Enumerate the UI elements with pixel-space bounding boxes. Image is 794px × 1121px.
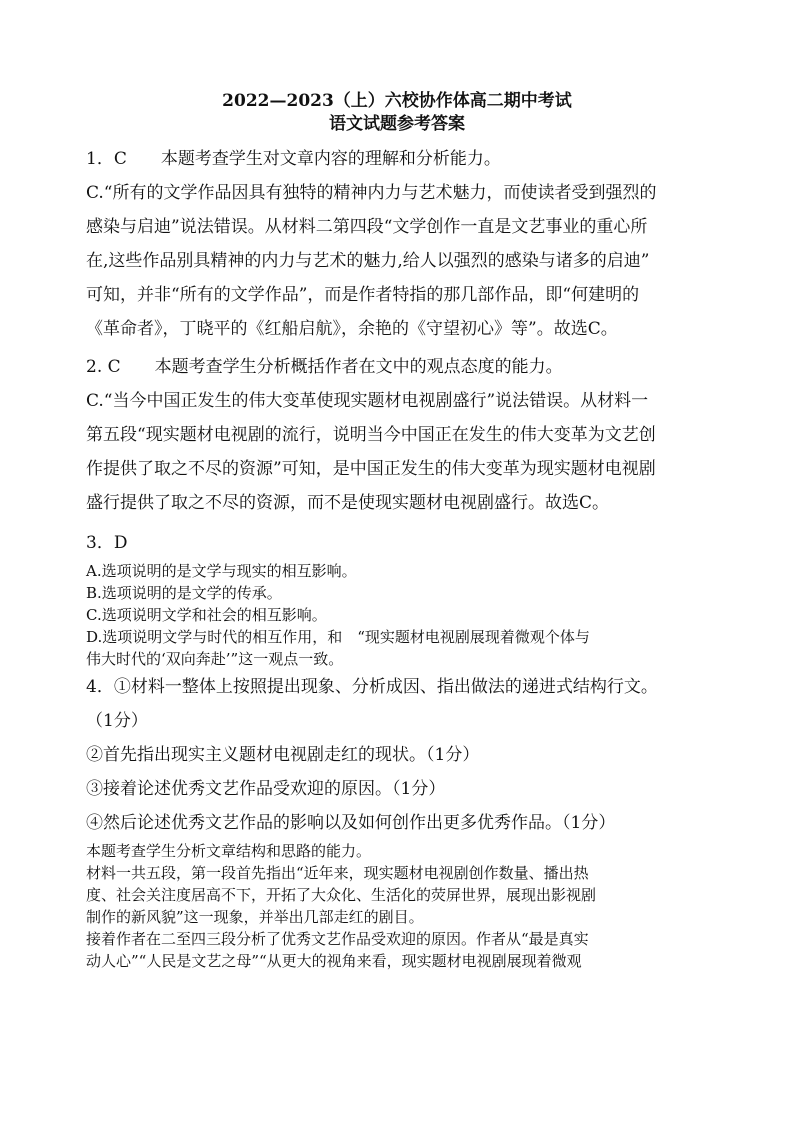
q4-explanation-line: 制作的新风貌”这一现象，并举出几部走红的剧目。 [86, 908, 424, 926]
title-line-2: 语文试题参考答案 [329, 114, 465, 134]
q2-answer-header: 2. C 本题考查学生分析概括作者在文中的观点态度的能力。 [86, 357, 563, 377]
q3-option-line: B.选项说明的是文学的传承。 [86, 584, 282, 602]
q3-answer-header: 3．D [86, 533, 128, 553]
q4-answer-line: （1分） [86, 711, 148, 731]
q2-explanation-line: 作提供了取之不尽的资源”可知，是中国正发生的伟大变革为现实题材电视剧 [86, 459, 656, 479]
q2-explanation-line: 盛行提供了取之不尽的资源，而不是使现实题材电视剧盛行。故选C。 [86, 493, 610, 513]
q4-explanation-line: 本题考查学生分析文章结构和思路的能力。 [86, 842, 372, 860]
q1-explanation-line: 感染与启迪”说法错误。从材料二第四段“文学创作一直是文艺事业的重心所 [86, 217, 648, 237]
q4-explanation-line: 动人心”“人民是文艺之母”“从更大的视角来看，现实题材电视剧展现着微观 [86, 952, 582, 970]
q2-explanation-line: C.“当今中国正发生的伟大变革使现实题材电视剧盛行”说法错误。从材料一 [86, 391, 649, 411]
q4-explanation-line: 接着作者在二至四三段分析了优秀文艺作品受欢迎的原因。作者从“最是真实 [86, 930, 589, 948]
q2-explanation-line: 第五段“现实题材电视剧的流行，说明当今中国正在发生的伟大变革为文艺创 [86, 425, 656, 445]
q1-explanation-line: 在,这些作品别具精神的内力与艺术的魅力,给人以强烈的感染与诸多的启迪” [86, 251, 650, 271]
q4-answer-line: ④然后论述优秀文艺作品的影响以及如何创作出更多优秀作品。（1分） [86, 813, 616, 833]
document-title [0, 90, 794, 136]
q3-option-line: A.选项说明的是文学与现实的相互影响。 [86, 562, 357, 580]
q3-option-line: 伟大时代的‘双向奔赴’”这一观点一致。 [86, 650, 344, 668]
q4-explanation-line: 度、社会关注度居高不下，开拓了大众化、生活化的荧屏世界，展现出影视剧 [86, 886, 597, 904]
q1-explanation-line: 可知，并非“所有的文学作品”，而是作者特指的那几部作品，即“何建明的 [86, 285, 640, 305]
q1-explanation-line: C.“所有的文学作品因具有独特的精神内力与艺术魅力，而使读者受到强烈的 [86, 183, 657, 203]
q4-answer-line: ③接着论述优秀文艺作品受欢迎的原因。（1分） [86, 779, 446, 799]
q4-answer-line: 4．①材料一整体上按照提出现象、分析成因、指出做法的递进式结构行文。 [86, 677, 658, 697]
q3-option-line: D.选项说明文学与时代的相互作用，和 “现实题材电视剧展现着微观个体与 [86, 628, 590, 646]
q1-explanation-line: 《革命者》，丁晓平的《红船启航》，余艳的《守望初心》等”。故选C。 [86, 319, 618, 339]
q1-answer-header: 1．C 本题考查学生对文章内容的理解和分析能力。 [86, 149, 501, 169]
answer-body [86, 142, 716, 972]
q3-option-line: C.选项说明文学和社会的相互影响。 [86, 606, 327, 624]
title-line-1: 2022—2023（上）六校协作体高二期中考试 [222, 91, 572, 111]
q4-answer-line: ②首先指出现实主义题材电视剧走红的现状。（1分） [86, 745, 480, 765]
q4-explanation-line: 材料一共五段，第一段首先指出“近年来，现实题材电视剧创作数量、播出热 [86, 864, 589, 882]
